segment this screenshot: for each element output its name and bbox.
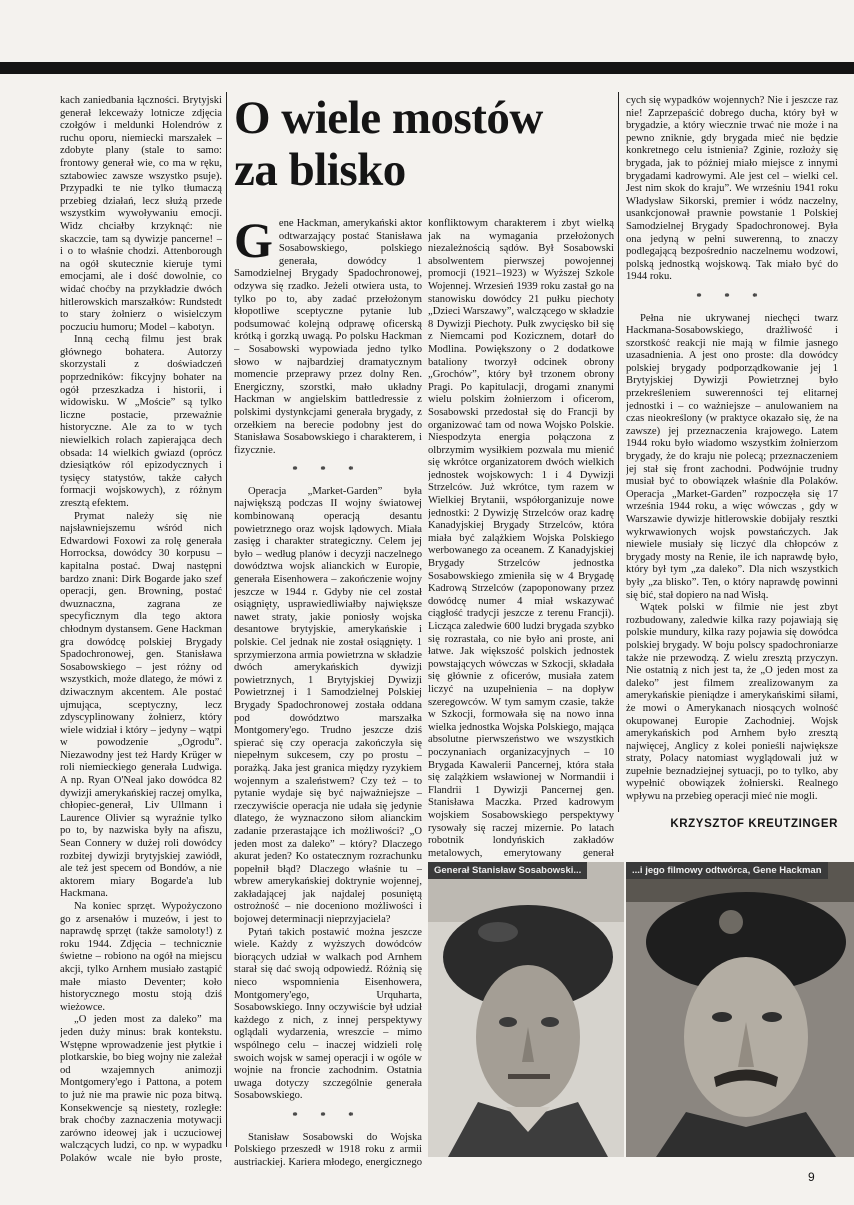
section-separator: * * * [292, 1110, 364, 1122]
column-4 [626, 95, 838, 815]
headline [234, 92, 614, 196]
col4-paragraph-1: cych się wypadków wojennych? Nie i jeszcze raz nie! Zaprzepaścić dobrego ducha, który był w brygadzie, a który wiecznie trwać nie może i na pewno zniknie, gdy brygada mieć nie będzie konkretnego celu istnienia? Zginie, rozłoży się brygada, jak to później miało miejsce z innymi brygadami kadrowymi. Ale jest cel – wielki cel. Jest nim skok do kraju”. We wrześniu 1941 roku Władysław Sikorski, premier i wódz naczelny, usankcjonował prawnie powstanie 1 Polskiej Samodzielnej Brygady Spadochronowej. Była ona jedyną w pełni suwerenną, to znaczy podlegającą bezpośrednio naczelnemu wodzowi, polską jednostką wojskową. Tak miało być do 1944 roku. [626, 95, 838, 283]
col1-paragraph: „O jeden most za daleko” ma jeden duży minus: brak kontekstu. Wstępne wprowadzenie jest płytkie i plotkarskie, bo bieg wojny nie zależał od wzajemnych animozji Montgomery'ego i Pattona, a potem to już nie ma prawie nic poza bitwą. Konsekwencje są niestety, rozległe: brak choćby zaznaczenia motywacji zarówno ideowej jak i uczuciowej walczących ludzi, co np. w wypadku Polaków wcale nie było proste, [60, 1014, 222, 1164]
section-separator: * * * [696, 291, 768, 303]
column-2 [234, 218, 422, 1168]
section-separator: * * * [292, 465, 364, 477]
headline-line-1: O wiele mostów [234, 92, 543, 144]
col2-paragraph-4: Stanisław Sosabowski do Wojska Polskiego przeszedł w 1918 roku z armii austriackiej. Kariera młodego, energicznego [234, 1131, 422, 1168]
photo-hackman [626, 862, 854, 1157]
photo-sosabowski [428, 862, 624, 1157]
col1-paragraph: kach zaniedbania łączności. Brytyjski generał lekceważy lotnicze zdjęcia czołgów i meldunki Holendrów z ruchu oporu, niemiecki marszałek – zdobyte plany (stale to samo: frontowy generał wie, co ma w ręku, sztabowiec zawsze wszystko psuje). Przypadki te nie tylko tłumaczą przebieg działań, lecz służą przede wszystkim wywoływaniu emocji. Widz chciałby krzyknąć: nie skaczcie, tam są dywizje pancerne! – i o to właśnie chodzi. Attenborough na ogół skutecznie kieruje tymi emocjami, ale i dość dowolnie, co widać choćby na przykładzie dwóch hitlerowskich marszałków: Rundstedt to stary żołnierz o wisielczym poczuciu humoru; Model – kabotyn. [60, 95, 222, 333]
col4-paragraph-3: Wątek polski w filmie nie jest zbyt rozbudowany, zaledwie kilka razy pojawiają się polskie mundury, kilka razy pojawia się dowódca polskiej brygady. W boju polscy spadochroniarze także nie przewodzą. Z wielu zresztą przyczyn. Nie ostatnią z nich jest ta, że „O jeden most za daleko” jest filmem zrealizowanym za amerykańskie pieniądze i amerykańskimi siłami, że mowi o Amerykanach niosących wolność okupowanej Europie Zachodniej. Wojsk amerykańskich pod Arnhem było zresztą najwięcej, Anglicy z kolei ponieśli największe straty, Polacy natomiast wyglądowali już w zupełnie beznadziejnej sytuacji, po to tylko, aby wypełnić obowiązek żołnierski. Realnego wpływu na przebieg operacji mieć nie mogli. [626, 602, 838, 803]
portrait-image [626, 862, 854, 1157]
column-rule-right [618, 92, 619, 812]
column-rule-left [226, 92, 227, 1147]
caption-right: ...i jego filmowy odtwórca, Gene Hackman [626, 862, 828, 879]
portrait-image [428, 862, 624, 1157]
drop-cap: G [234, 218, 273, 268]
col2-paragraph-1: Gene Hackman, amerykański aktor odtwarzający postać Stanisława Sosabowskiego, polskiego generała, dowódcy 1 Samodzielnej Brygady Spadochronowej, odzywa się rzadko. Jeżeli otwiera usta, to tylko po to, aby zadać przełożonym kłopotliwe sceptyczne pytanie lub podsumować kolejną odprawę oficerską krótką i gorzką uwagą. Po polsku Hackman – Sosabowski wypowiada jedno tylko słowo w najbardziej dramatycznym momencie przeprawy przez dolny Ren. Energiczny, szorstki, mało układny Hackman w angielskim battledressie z polskimi dystynkcjami generała brygady, z orzełkiem na berecie podobny jest do Stanisława Sosabowskiego i charakterem, i fizycznie. [234, 218, 422, 456]
column-3 [428, 218, 614, 860]
page-number: 9 [808, 1170, 815, 1184]
col1-paragraph: Prymat należy się nie najsławniejszemu wśród nich Edwardowi Foxowi za rolę generała Horrocksa, dowódcy 30 korpusu – kapitalna postać. Dwaj następni bardzo znani: Dirk Bogarde jako szef operacji, gen. Browning, postać dwuznaczna, zagrana ze specyficznym dla tego aktora chłodnym dystansem. Gene Hackman gra dowódcę polskiej Brygady Spadochronowej, gen. Stanisława Sosabowskiego – jest różny od wszystkich, może dlatego, że mówi z dziwacznym akcentem. Ale postać ujmująca, sceptyczny, lecz zdyscyplinowany żołnierz, który wiele widział i który – jedyny – wątpi w powodzenie „Ogrodu”. Niezawodny jest też Hardy Krüger w roli niemieckiego generała Ludwiga. A np. Ryan O'Neal jako dowódca 82 dywizji amerykańskiej raczej omylka, chłopiec-generał, Liv Ullmann i Laurence Olivier są wyraźnie tylko po to, by nazwiska były na afiszu, Sean Connery w dużej roli dowódcy rozbitej dywizji brytyjskiej zawiódł, ale też jest specem od Bondów, a nie aktorem miary Bogarde'a lub Hackmana. [60, 510, 222, 900]
col4-paragraph-2: Pełna nie ukrywanej niechęci twarz Hackmana-Sosabowskiego, drażliwość i szorstkość reakcji nie mają w filmie jasnego uzasadnienia. A jest ono proste: dla dowódcy polskiej brygady podporządkowanie jej 1 Brytyjskiej Dywizji Powietrznej było przekreśleniem suwerenności tej elitarnej jednostki i – co ważniejsze – anulowaniem na czas nieokreślony (w praktyce okazało się, że na zawsze) jej przeznaczenia krajowego. Latem 1944 roku było wiadomo wszystkim żołnierzom brygady, że do kraju nie polecą; przeznaczeniem jej stał się front zachodni. Podwójnie trudny musiał być to obowiązek właśnie dla Polaków. Operacja „Market-Garden” rozpoczęła się 17 września 1944 roku, a więc wówczas , gdy w Warszawie dywizje hitlerowskie dobijały resztki wykrwawionych wojsk powstańczych. Jak niewiele musiały się liczyć dla chłopców z brygady mosty na Renie, ile ich naprawdę było, który był tym „za daleko”. Dla nich wszystkich były „za blisko”. Ten, o który naprawdę powinni się bić, stał dopiero na nad Wisłą. [626, 312, 838, 601]
author-right: KRZYSZTOF KREUTZINGER [670, 818, 838, 830]
caption-left: Generał Stanisław Sosabowski... [428, 862, 587, 879]
headline-line-2: za blisko [234, 144, 406, 196]
column-1 [60, 95, 222, 1165]
col2-paragraph-2: Operacja „Market-Garden” była największą podczas II wojny światowej kombinowaną operacją desantu powietrznego oraz wojsk lądowych. Miała zasięg i charakter strategiczny. Celem jej było – według planów i decyzji naczelnego dowództwa wojsk alianckich w Europie, generała Eisenhowera – zakończenie wojny jeszcze w 1944 r. Gdyby nie cel został osiągnięty, usprawiedliwiałby największe nawet straty, jakie poniosły wojska desantowe brytyjskie, amerykańskie i polskie. Cel jednak nie został osiągnięty. 1 sprzymierzona armia powietrzna w składzie dwóch amerykańskich dywizji powietrznych, 1 Brytyjskiej Dywizji Powietrznej i 1 Samodzielnej Polskiej Brygady Spadochronowej została oddana pod dowództwo marszałka Montgomery'ego. Trudno jeszcze dziś spierać się czy operacja zakończyła się niepełnym sukcesem, czy po prostu – porażką. Jaka jest granica między ryzykiem wojennym a szaleństwem? Czy też – to pytanie wydaje się być najważniejsze – rzeczywiście operacja nie udała się jedynie dlatego, że wyznaczono siłom alianckim zadanie przerastające ich możliwości? „O jeden most za daleko” – który? Dlaczego akurat jeden? Ko ostatecznym rozrachunku popełnił błąd? Dlaczego właśnie tu – wbrew amerykańskiej doktrynie wojennej, zakładającej jak najdalej posuniętą ostrożność – nie doceniono możliwości i bojowej determinacji nieprzyjaciela? [234, 485, 422, 926]
col1-paragraph: Na koniec sprzęt. Wypożyczono go z arsenałów i muzeów, i jest to naprawdę sprzęt (także samoloty!) z roku 1944. Zdjęcia – technicznie świetne – robiono na ogół na miejscu akcji, tylko Arnhem musiało zastąpić małe miasto Deventer; koło historycznego mostu stoją dziś wieżowce. [60, 901, 222, 1013]
col3-paragraph: konfliktowym charakterem i zbyt wielką jak na wymagania przełożonych niezależnością sądów. Był Sosabowski absolwentem pierwszej powojennej promocji (1921–1923) w Wyższej Szkole Wojennej. Wrzesień 1939 roku zastał go na stanowisku dowódcy 21 pułku piechoty „Dzieci Warszawy”, walczącego w składzie 8 Dywizji Piechoty. Pułk zwycięsko bił się z Niemcami pod Kozicznem, dotarł do Modlina. Powiększony o 2 dodatkowe bataliony tworzył odcinek obrony „Grochów”, który był trzonem obrony Pragi. Po kapitulacji, drogami znanymi wielu polskim żołnierzom i oficerom, Sosabowski przedostał się do Francji by organizować tam od nowa Wojsko Polskie. Niespodzyta energia połączona z olbrzymim wysiłkiem pozwala mu mienić się wkrótce organizatorem dwóch wielkich jednostek wojskowych: 1 i 4 Dywizji Strzelców. Już wkrótce, tym razem w Wielkiej Brytanii, współorganizuje nowe jednostki: 2 Dywizję Strzelców oraz kadrę Kanadyjskiej Brygady Strzelców, która miała być zalążkiem Wojska Polskiego werbowanego za oceanem. Z Kanadyjskiej Brygady Strzelców jednostka Sosabowskiego zmieniła się w 4 Brygadę Kadrową Strzelców (zapoponowany przez dowódcę numer 4 miał wskazywać ciągłość tradycji jeszcze z terenu Francji). Licząca zaledwie 600 ludzi brygada szybko się rozrastała, co nie było ani proste, ani łatwe. Jak większość polskich jednostek powstających wówczas w Szkocji, składała się głównie z oficerów, musiała zatem liczyć na uzupełnienia – na dopływ szeregowców. W tym samym czasie, także w Szkocji, formowała się na nowo inna wielka jednostka Wojska Polskiego, mająca absolutne pierwszeństwo we wszystkich poczynaniach organizacyjnych – 10 Brygada Kawalerii Pancernej, która stała się zalążkiem wsławionej w Normandii i Flandrii 1 Dywizji Pancernej gen. Stanisława Maczka. Przed kadrowym wojskiem Sosabowskiego perspektywy rysowały się raczej mizernie. Po latach robotnik londyńskich zakładów metalowych, emerytowany generał [428, 218, 614, 859]
col1-paragraph: Inną cechą filmu jest brak głównego bohatera. Autorzy skorzystali z doświadczeń poprzedników: fikcyjny bohater na ogół przeszkadza i historii, i widowisku. W „Moście” są tylko liczne postacie, przeważnie historyczne. Ale za to w tych niewielkich rolach zapierająca dech obsada: 14 wielkich gwiazd (oprócz dziesiątków ról epizodycznych i tysięcy statystów, także całych formacji wojskowych), z różnym zresztą efektem. [60, 334, 222, 509]
col2-paragraph-3: Pytań takich postawić można jeszcze wiele. Każdy z wyższych dowódców biorących udział w walkach pod Arnhem starał się dać swoją odpowiedź. Różnią się nieco wspomnienia Eisenhowera, Montgomery'ego, Urquharta, Sosabowskiego. Inny oczywiście był udział każdego z nich, z innej perspektywy oglądali wydarzenia, wreszcie – mimo wspólnego celu – inaczej widzieli rolę swoich wojsk w samej operacji i w ogóle w wojnie na froncie zachodnim. Ostatnia uwaga dotyczy szczególnie generała Sosabowskiego. [234, 926, 422, 1102]
top-bar [0, 62, 854, 74]
